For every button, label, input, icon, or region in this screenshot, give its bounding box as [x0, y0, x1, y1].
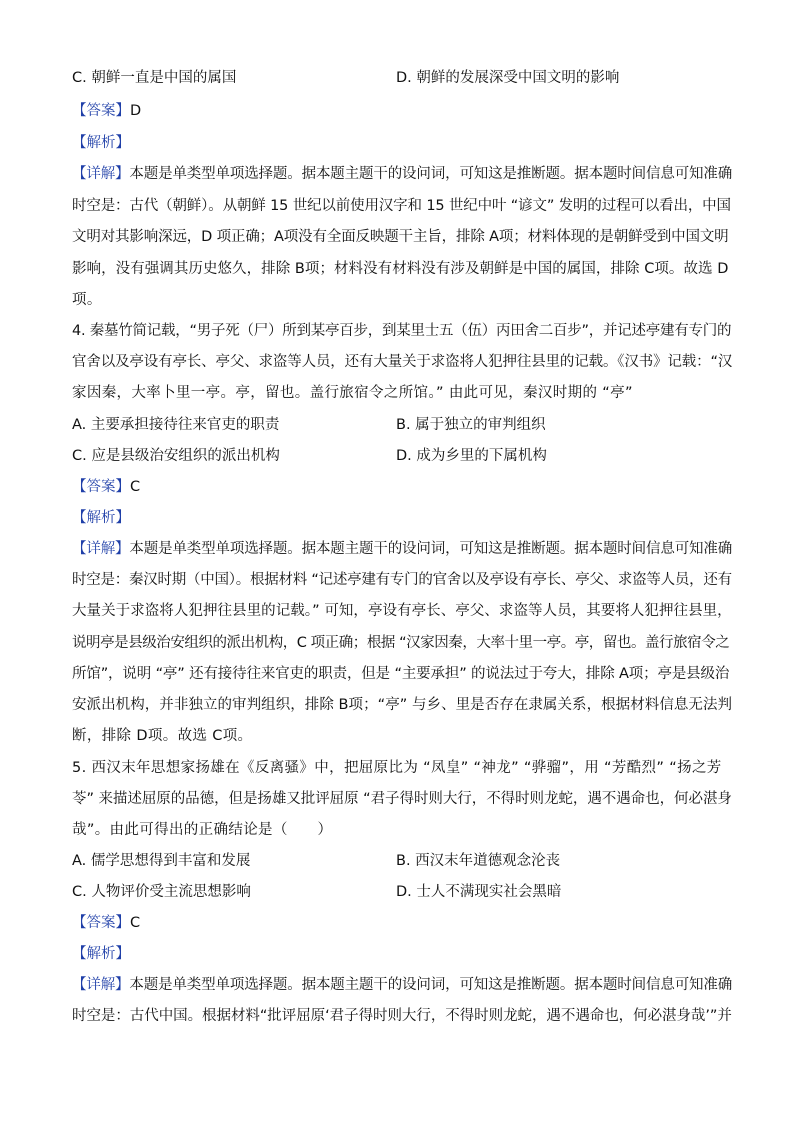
q5-answer-row — [72, 911, 732, 932]
q4-option-d: D. 成为乡里的下属机构 — [396, 448, 547, 464]
q5-option-b: B. 西汉末年道德观念沦丧 — [396, 853, 561, 869]
q3-option-c: C. 朝鲜一直是中国的属国 — [72, 70, 237, 86]
answer-tag: 【答案】 — [72, 915, 130, 931]
q5-detail-line — [72, 973, 732, 994]
analysis-tag: 【解析】 — [72, 510, 130, 526]
q5-stem-line: 哉”。由此可得出的正确结论是（ ） — [72, 822, 333, 838]
q4-detail-line: 所馆”，说明 “亭” 还有接待往来官吏的职责，但是 “主要承担” 的说法过于夸大，排除 A项；亭是县级治 — [72, 666, 730, 682]
q3-detail-line: 文明对其影响深远，D 项正确；A项没有全面反映题干主旨，排除 A项；材料体现的是朝鲜受到中国文明 — [72, 229, 729, 245]
q4-detail-line: 大量关于求盗将人犯押往县里的记载。” 可知，亭设有亭长、亭父、求盗等人员，其要将人犯押往县里， — [72, 603, 732, 619]
q4-detail-text: 本题是单类型单项选择题。据本题主题干的设问词，可知这是推断题。据本题时间信息可知准确 — [129, 541, 733, 557]
q5-option-a: A. 儒学思想得到丰富和发展 — [72, 853, 251, 869]
q3-detail-text: 本题是单类型单项选择题。据本题主题干的设问词，可知这是推断题。据本题时间信息可知准确 — [129, 166, 733, 182]
q4-analysis-row — [72, 506, 732, 527]
q4-answer: C — [130, 479, 141, 495]
q5-detail-line: 时空是：古代中国。根据材料“批评屈原‘君子得时则大行，不得时则龙蛇，遇不遇命也，何必湛身哉’”并 — [72, 1008, 732, 1024]
analysis-tag: 【解析】 — [72, 946, 130, 962]
q5-analysis-row — [72, 942, 732, 963]
q4-detail-line — [72, 537, 732, 558]
q4-option-b: B. 属于独立的审判组织 — [396, 417, 546, 433]
q3-analysis-row — [72, 131, 732, 152]
q5-detail-text: 本题是单类型单项选择题。据本题主题干的设问词，可知这是推断题。据本题时间信息可知准确 — [129, 977, 733, 993]
q4-detail-line: 安派出机构，并非独立的审判组织，排除 B项；“亭” 与乡、里是否存在隶属关系，根据材料信息无法判 — [72, 697, 733, 713]
q3-detail-line: 影响，没有强调其历史悠久，排除 B项；材料没有材料没有涉及朝鲜是中国的属国，排除 C项。故选 D — [72, 261, 729, 277]
detail-tag: 【详解】 — [72, 166, 130, 182]
q4-option-a: A. 主要承担接待往来官吏的职责 — [72, 417, 280, 433]
q4-stem-line: 4. 秦墓竹简记载，“男子死（尸）所到某亭百步，到某里士五（伍）丙田舍二百步”，并记述亭建有专门的 — [72, 323, 732, 339]
q4-detail-line: 断，排除 D项。故选 C项。 — [72, 728, 253, 744]
answer-tag: 【答案】 — [72, 103, 130, 119]
detail-tag: 【详解】 — [72, 541, 130, 557]
q3-option-d: D. 朝鲜的发展深受中国文明的影响 — [396, 70, 620, 86]
q4-answer-row — [72, 475, 732, 496]
q5-option-d: D. 士人不满现实社会黑暗 — [396, 884, 562, 900]
q4-detail-line: 时空是：秦汉时期（中国）。根据材料 “记述亭建有专门的官舍以及亭设有亭长、亭父、求盗等人员，还有 — [72, 572, 732, 588]
q3-detail-line — [72, 162, 732, 183]
analysis-tag: 【解析】 — [72, 135, 130, 151]
answer-tag: 【答案】 — [72, 479, 130, 495]
q5-option-c: C. 人物评价受主流思想影响 — [72, 884, 251, 900]
q3-detail-line: 时空是：古代（朝鲜）。从朝鲜 15 世纪以前使用汉字和 15 世纪中叶 “谚文” 发明的过程可以看出，中国 — [72, 198, 731, 214]
detail-tag: 【详解】 — [72, 977, 130, 993]
q3-answer-row — [72, 99, 732, 120]
q4-stem-line: 官舍以及亭设有亭长、亭父、求盗等人员，还有大量关于求盗将人犯押往县里的记载。《汉书》记载：“汉 — [72, 354, 733, 370]
q5-stem-line: 苓” 来描述屈原的品德，但是扬雄又批评屈原 “君子得时则大行，不得时则龙蛇，遇不遇命也，何必湛身 — [72, 791, 732, 807]
q4-detail-line: 说明亭是县级治安组织的派出机构，C 项正确；根据 “汉家因秦，大率十里一亭。亭，留也。盖行旅宿令之 — [72, 635, 730, 651]
q5-answer: C — [130, 915, 141, 931]
q4-stem-line: 家因秦，大率卜里一亭。亭，留也。盖行旅宿令之所馆。” 由此可见，秦汉时期的 “亭” — [72, 385, 633, 401]
q3-answer: D — [130, 103, 142, 119]
q3-detail-line: 项。 — [72, 292, 102, 308]
q4-option-c: C. 应是县级治安组织的派出机构 — [72, 448, 280, 464]
q5-stem-line: 5. 西汉末年思想家扬雄在《反离骚》中，把屈原比为 “凤皇” “神龙” “骅骝”，用 “芳酷烈” “扬之芳 — [72, 760, 722, 776]
